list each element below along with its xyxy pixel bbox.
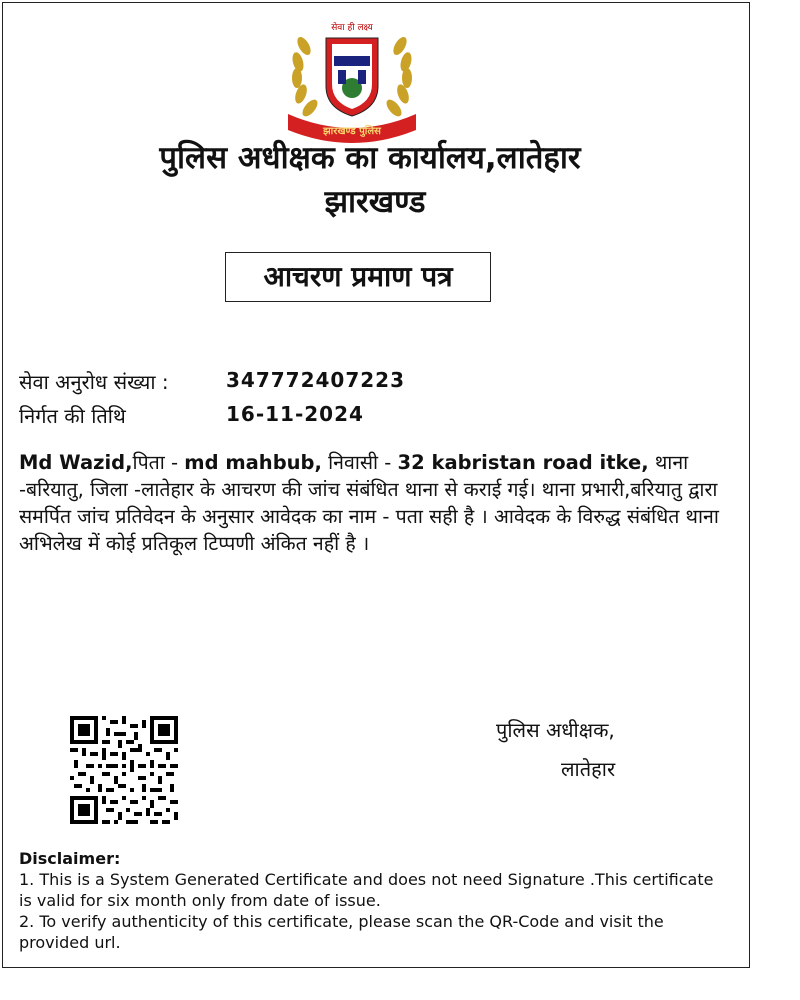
disclaimer-point-2: 2. To verify authenticity of this certificate, please scan the QR-Code and visit the provided url. <box>19 912 664 952</box>
certificate-title: आचरण प्रमाण पत्र <box>225 252 491 302</box>
emblem-ribbon-text: झारखण्ड पुलिस <box>323 126 381 137</box>
certificate-body <box>19 449 729 557</box>
signatory-place: लातेहार <box>561 757 616 781</box>
applicant-address: 32 kabristan road itke, <box>397 451 649 474</box>
issue-date-value: 16-11-2024 <box>226 402 364 426</box>
disclaimer-point-1: 1. This is a System Generated Certificate and does not need Signature .This certificate is valid for six month only from date of issue. <box>19 870 714 910</box>
emblem-motto: सेवा ही लक्ष्य <box>331 23 373 33</box>
father-name: md mahbub, <box>184 451 322 474</box>
request-number-value: 347772407223 <box>226 368 405 392</box>
disclaimer-heading: Disclaimer: <box>19 849 121 868</box>
resident-label: निवासी - <box>321 451 398 474</box>
body-statement: थाना -बरियातु, जिला -लातेहार के आचरण की जांच संबंधित थाना से कराई गई। थाना प्रभारी,बरियातु द्वारा समर्पित जांच प्रतिवेदन के अनुसार आवेदक का नाम - पता सही है । आवेदक के विरुद्ध संबंधित थाना अभिलेख में कोई प्रतिकूल टिप्पणी अंकित नहीं है । <box>19 451 719 555</box>
qr-code-icon[interactable] <box>70 716 178 824</box>
issue-date-label: निर्गत की तिथि <box>19 404 126 428</box>
applicant-name: Md Wazid, <box>19 451 133 474</box>
state-title: झारखण्ड <box>324 184 426 220</box>
father-label: पिता - <box>132 451 185 474</box>
request-number-label: सेवा अनुरोध संख्या : <box>19 370 169 394</box>
request-number-row <box>19 368 405 395</box>
issue-date-row <box>19 402 364 429</box>
jharkhand-police-emblem-icon <box>282 16 422 144</box>
signatory-designation: पुलिस अधीक्षक, <box>496 718 615 742</box>
office-title: पुलिस अधीक्षक का कार्यालय,लातेहार <box>159 140 581 176</box>
disclaimer <box>19 848 719 953</box>
